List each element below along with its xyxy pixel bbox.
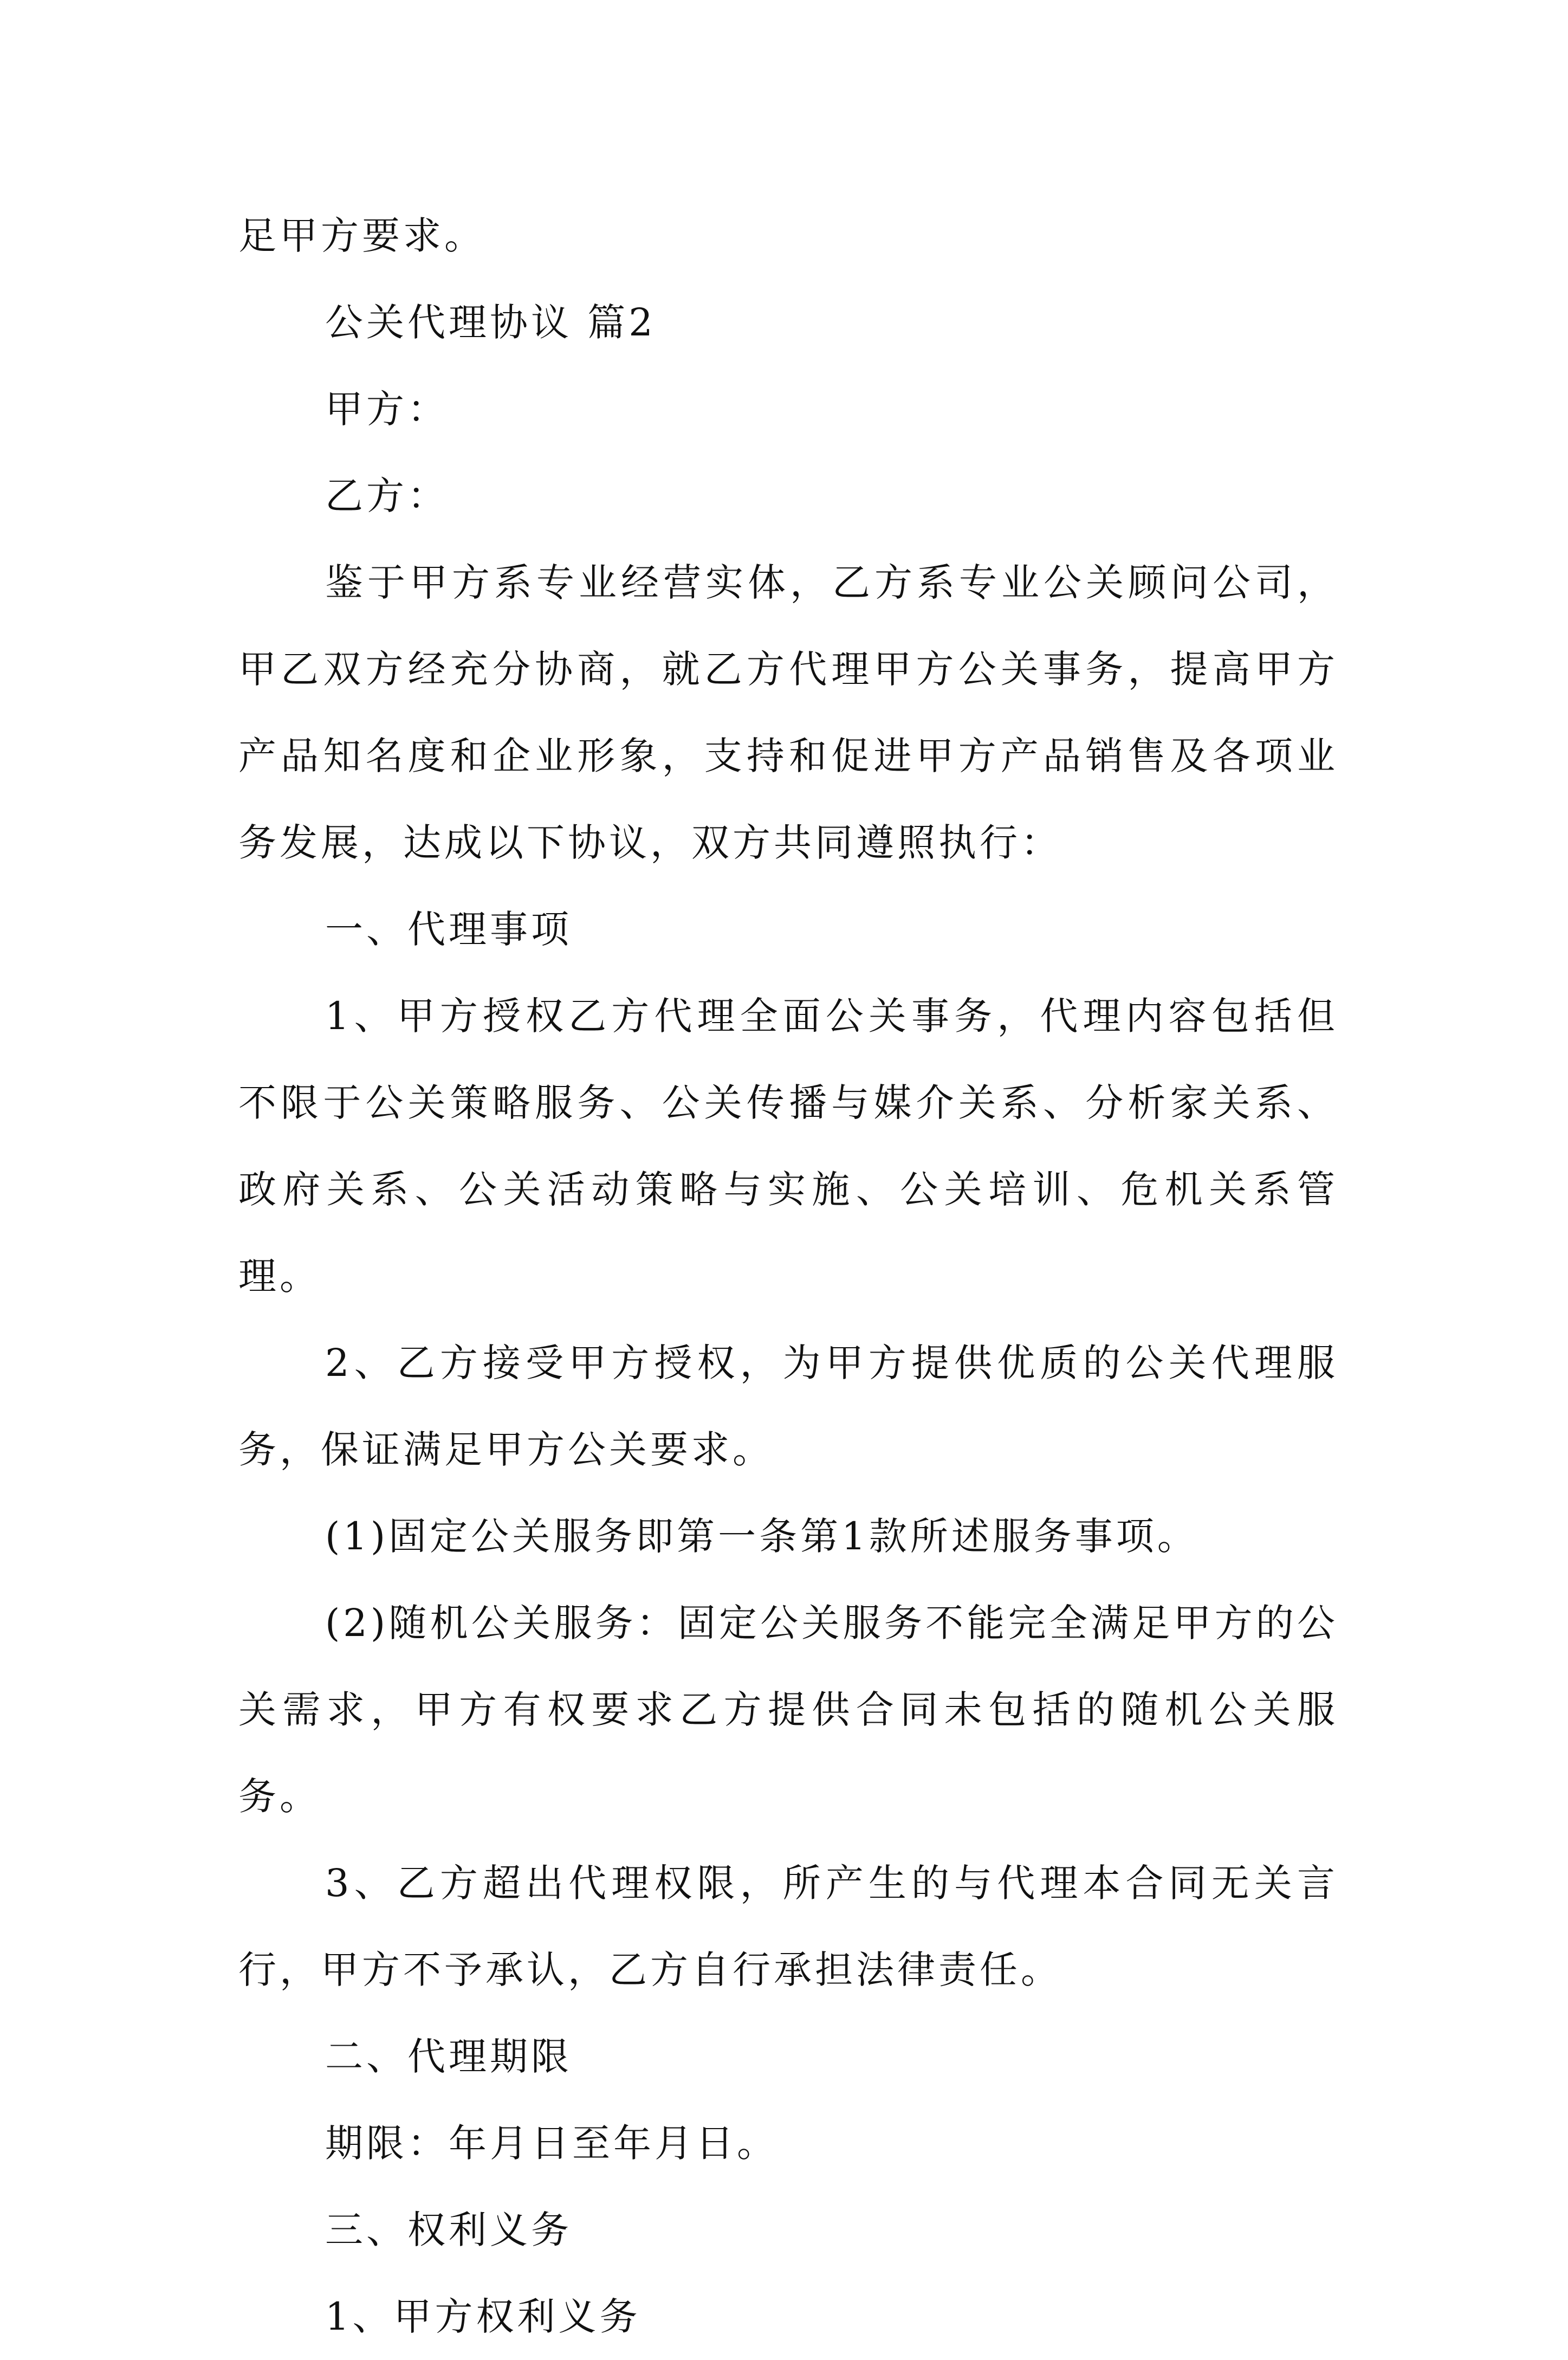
section-heading-agency-matters: 一、代理事项: [325, 907, 572, 952]
clause-1-2-item-1: (1)固定公关服务即第一条第1款所述服务事项。: [325, 1514, 1198, 1559]
preamble-paragraph: 鉴于甲方系专业经营实体，乙方系专业公关顾问公司，甲乙双方经充分协商，就乙方代理甲方公关事务，提高甲方产品知名度和企业形象，支持和促进甲方产品销售及各项业务发展，达成以下协议，双方共同遵照执行：: [238, 560, 1338, 865]
paragraph-continuation: 足甲方要求。: [238, 214, 485, 258]
section-heading-rights-obligations: 三、权利义务: [325, 2208, 572, 2252]
clause-1-1: 1、甲方授权乙方代理全面公关事务，代理内容包括但不限于公关策略服务、公关传播与媒介关系、分析家关系、政府关系、公关活动策略与实施、公关培训、危机关系管理。: [238, 994, 1338, 1298]
document-body: [238, 192, 1338, 2360]
party-a-label: 甲方：: [325, 387, 449, 431]
party-b-label: 乙方：: [325, 474, 449, 518]
clause-1-2: 2、乙方接受甲方授权，为甲方提供优质的公关代理服务，保证满足甲方公关要求。: [238, 1341, 1338, 1472]
document-subtitle: 公关代理协议 篇2: [325, 300, 656, 345]
section-heading-agency-term: 二、代理期限: [325, 2034, 572, 2079]
clause-1-2-item-2: (2)随机公关服务：固定公关服务不能完全满足甲方的公关需求，甲方有权要求乙方提供合同未包括的随机公关服务。: [238, 1601, 1338, 1819]
clause-3-1: 1、甲方权利义务: [325, 2294, 641, 2339]
clause-1-3: 3、乙方超出代理权限，所产生的与代理本合同无关言行，甲方不予承认，乙方自行承担法律责任。: [238, 1861, 1338, 1992]
term-line: 期限：年月日至年月日。: [325, 2121, 778, 2165]
